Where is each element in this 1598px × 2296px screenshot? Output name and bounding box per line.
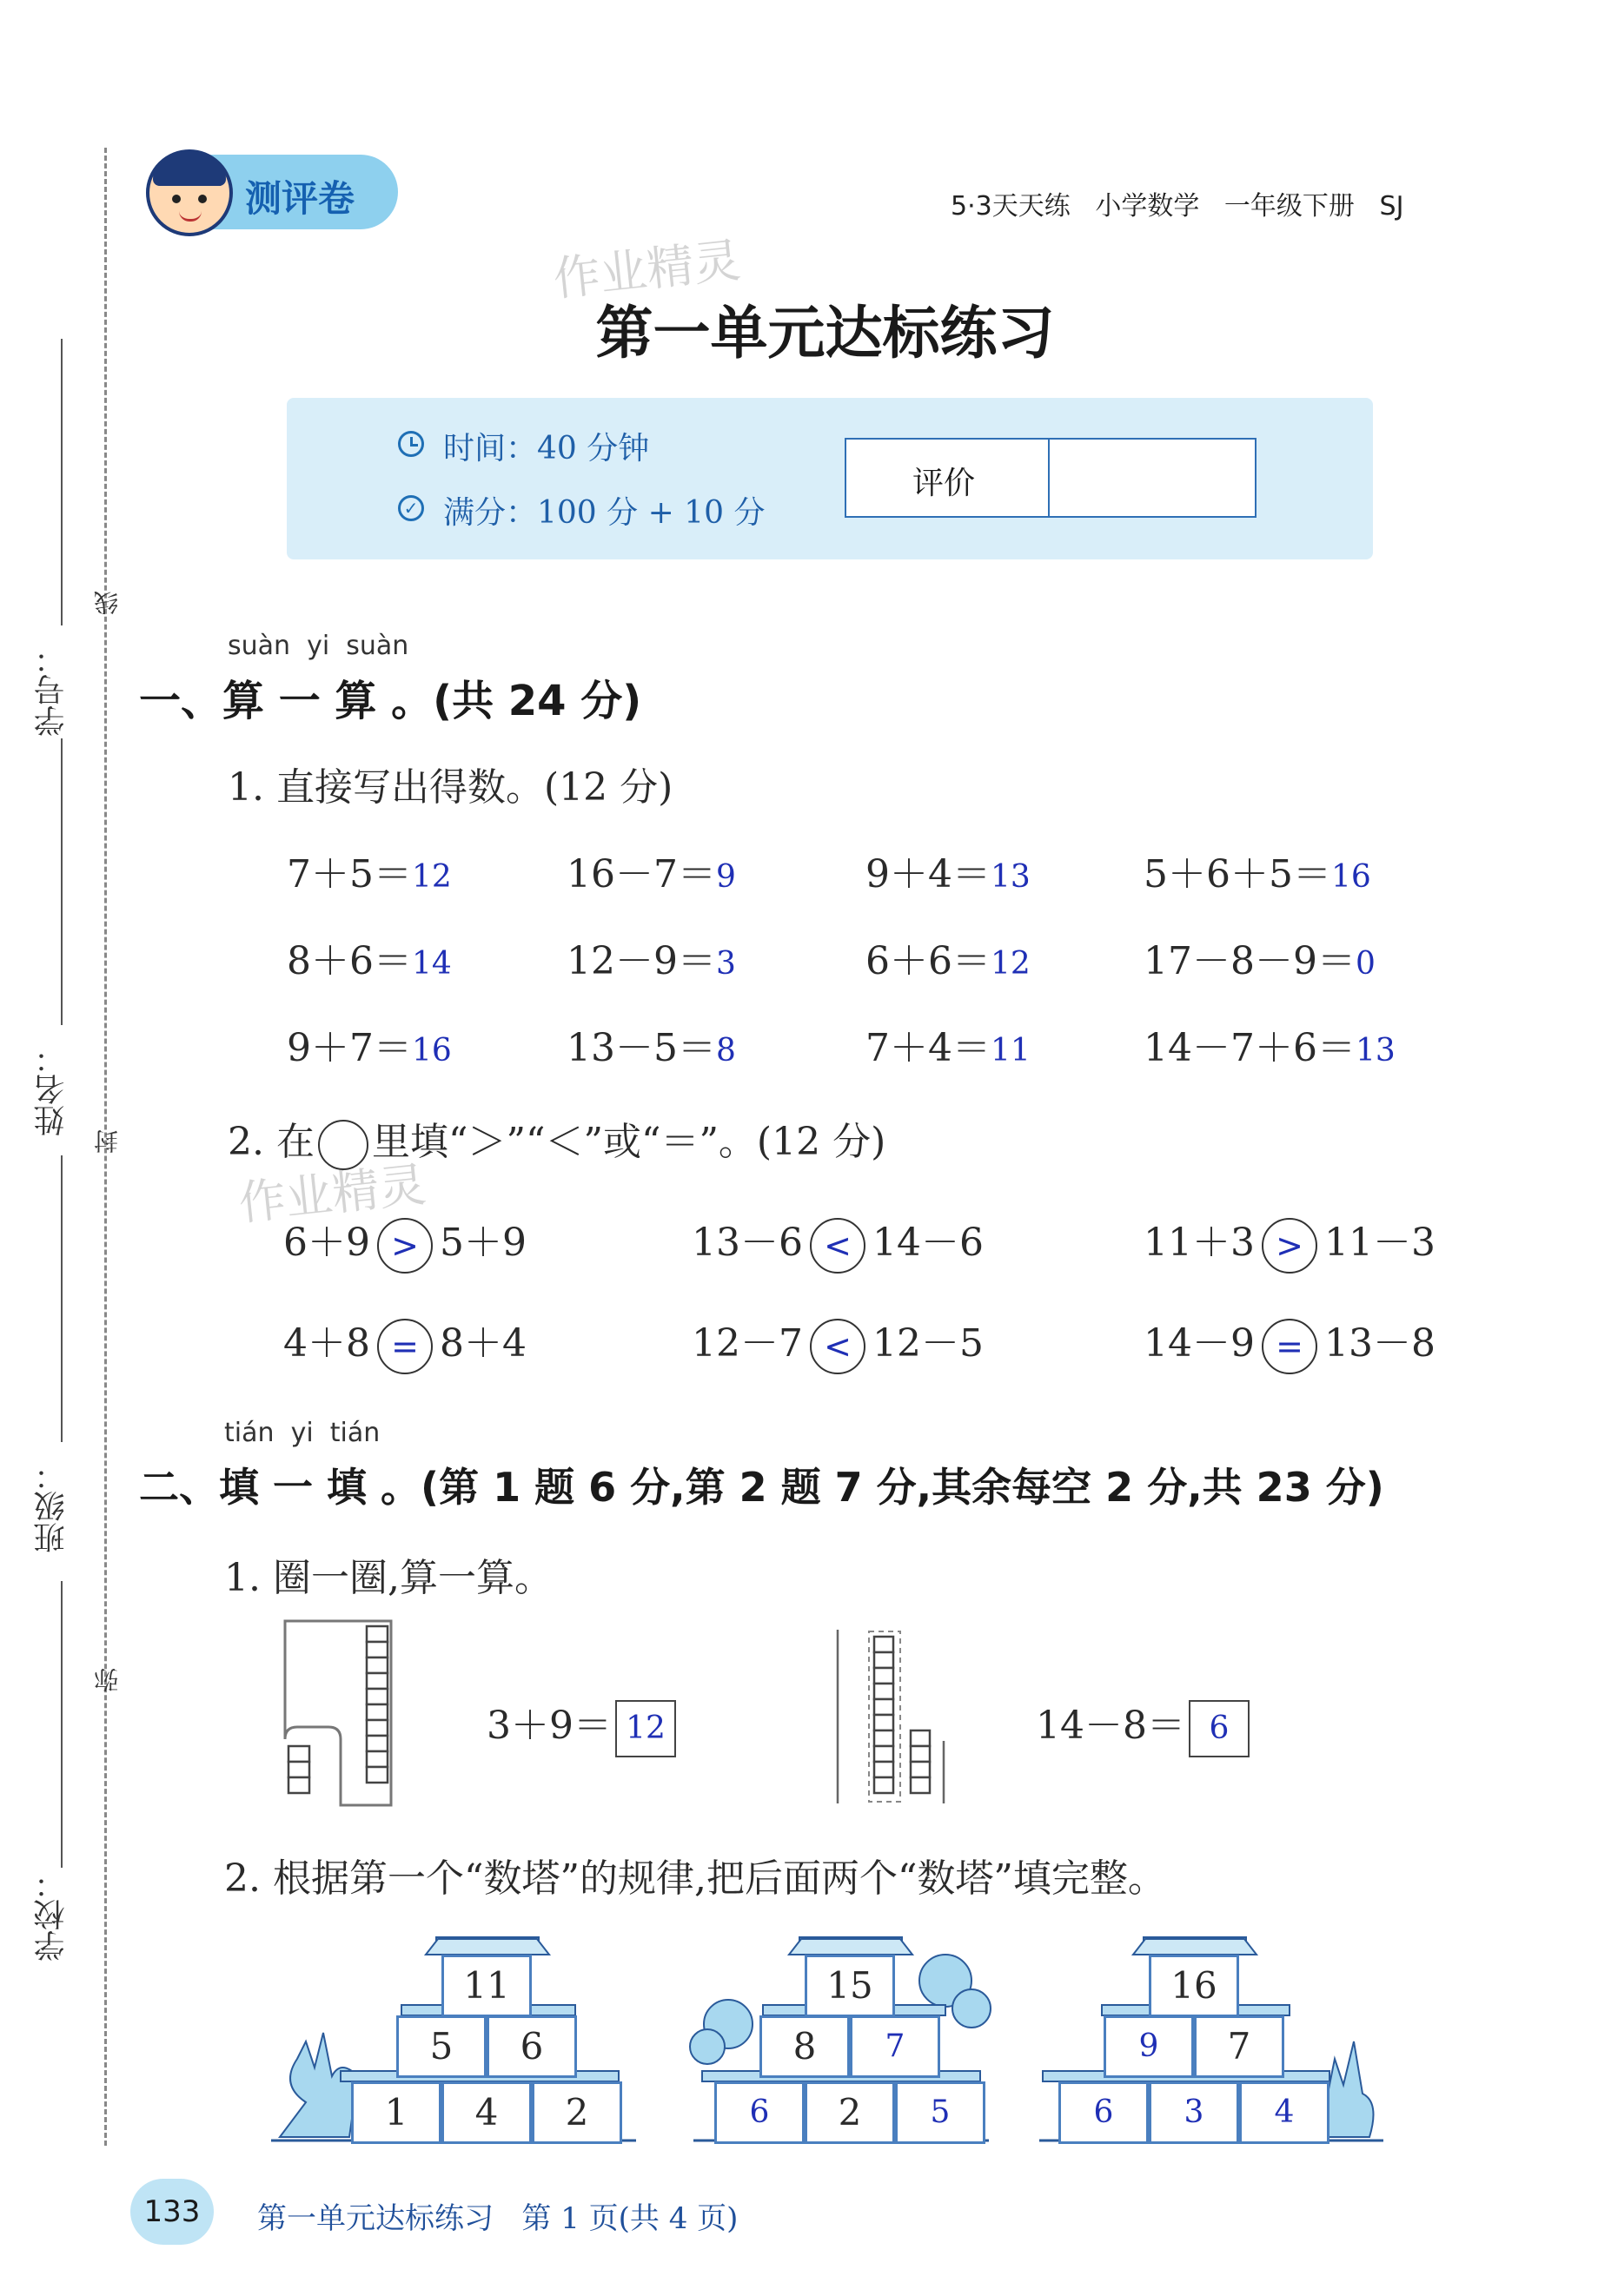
page-title: 第一单元达标练习 (595, 299, 1055, 367)
clock-icon (398, 431, 424, 457)
calc-expr: 13－5＝ (567, 1026, 716, 1070)
badge-text: 测评卷 (245, 177, 355, 220)
compare-right: 12－5 (872, 1321, 984, 1366)
section2-q2-heading: 2. 根据第一个“数塔”的规律,把后面两个“数塔”填完整。 (224, 1856, 1166, 1901)
tower-mid-cell: 6 (487, 2015, 577, 2078)
compare-circle[interactable]: = (1262, 1319, 1317, 1374)
tower-top-cell: 16 (1149, 1955, 1239, 2017)
compare-right: 13－8 (1323, 1321, 1436, 1366)
calc-answer[interactable]: 16 (1330, 859, 1371, 895)
section1-heading: 一、算 一 算 。(共 24 分) (139, 677, 642, 725)
calc-answer[interactable]: 14 (412, 946, 452, 982)
calc-expr: 7＋5＝ (287, 852, 412, 897)
series-title: 5·3天天练 小学数学 一年级下册 SJ (951, 191, 1404, 222)
calc-expr: 5＋6＋5＝ (1144, 852, 1331, 897)
calc-expr: 12－9＝ (567, 939, 716, 983)
calc-expr: 6＋6＝ (865, 939, 991, 983)
compare-left: 14－9 (1144, 1321, 1255, 1366)
compare-right: 11－3 (1323, 1221, 1436, 1265)
compare-left: 13－6 (692, 1221, 803, 1265)
q2-heading-pre: 2. 在 (228, 1120, 315, 1164)
tower-bottom-cell: 4 (441, 2081, 532, 2144)
empty-circle-icon (318, 1120, 368, 1170)
answer-box[interactable]: 12 (615, 1700, 676, 1757)
tower-mid-cell: 5 (396, 2015, 487, 2078)
tower-bottom-cell: 2 (805, 2081, 895, 2144)
name-label: 姓名： (34, 1042, 70, 1136)
compare-right: 5＋9 (440, 1221, 527, 1265)
calc-answer[interactable]: 12 (991, 946, 1031, 982)
circle-calc-expr: 3＋9＝ (487, 1704, 612, 1748)
q2-heading-post: 里填“＞”“＜”或“＝”。(12 分) (371, 1120, 886, 1164)
school-blank[interactable] (61, 1581, 63, 1868)
tower-top-cell: 15 (805, 1955, 895, 2017)
time-label: 时间：40 分钟 (443, 431, 650, 466)
cube-stack-figure (831, 1630, 952, 1809)
compare-circle[interactable]: < (810, 1319, 865, 1374)
calc-expr: 9＋7＝ (287, 1026, 412, 1070)
tower-mid-answer[interactable]: 9 (1104, 2015, 1194, 2078)
section2-q1-heading: 1. 圈一圈,算一算。 (224, 1556, 553, 1600)
sidebar-seal-mark: 封 (93, 1129, 122, 1154)
compare-left: 4＋8 (283, 1321, 370, 1366)
calc-answer[interactable]: 8 (715, 1033, 736, 1069)
compare-circle[interactable]: > (1262, 1218, 1317, 1274)
compare-circle[interactable]: = (377, 1319, 433, 1374)
section2-pinyin: tián yi tián (224, 1418, 381, 1448)
compare-right: 14－6 (872, 1221, 984, 1265)
sidebar-fold-mark: 弥 (93, 1668, 122, 1692)
calc-expr: 16－7＝ (567, 852, 716, 897)
watermark: 作业精灵 (235, 1156, 429, 1232)
compare-circle[interactable]: > (377, 1218, 433, 1274)
calc-expr: 8＋6＝ (287, 939, 412, 983)
evaluation-input[interactable] (1051, 441, 1253, 514)
calc-answer[interactable]: 11 (991, 1033, 1031, 1069)
check-icon: ✓ (398, 495, 424, 521)
compare-left: 12－7 (692, 1321, 803, 1366)
calc-answer[interactable]: 0 (1355, 946, 1376, 982)
section1-q2-heading (228, 1110, 885, 1170)
compare-circle[interactable]: < (810, 1218, 865, 1274)
tower-mid-cell: 8 (759, 2015, 850, 2078)
class-blank[interactable] (61, 1155, 63, 1442)
compare-left: 6＋9 (283, 1221, 370, 1265)
section1-q1-heading: 1. 直接写出得数。(12 分) (228, 765, 673, 810)
compare-left: 11＋3 (1144, 1221, 1255, 1265)
tower-mid-cell: 7 (1194, 2015, 1284, 2078)
footer-text: 第一单元达标练习 第 1 页(共 4 页) (257, 2201, 739, 2236)
circle-calc-expr: 14－8＝ (1036, 1704, 1185, 1748)
calc-expr: 17－8－9＝ (1144, 939, 1356, 983)
student-no-blank[interactable] (61, 339, 63, 625)
calc-answer[interactable]: 12 (412, 859, 452, 895)
calc-answer[interactable]: 13 (1355, 1033, 1396, 1069)
calc-answer[interactable]: 16 (412, 1033, 452, 1069)
tower-bottom-answer[interactable]: 6 (1058, 2081, 1149, 2144)
score-label: 满分：100 分 + 10 分 (443, 495, 766, 531)
circle-calc-2 (1036, 1694, 1250, 1757)
calc-answer[interactable]: 3 (715, 946, 736, 982)
compare-right: 8＋4 (440, 1321, 527, 1366)
mascot-avatar (146, 149, 233, 236)
watermark: 作业精灵 (550, 232, 744, 308)
page-number: 133 (143, 2194, 201, 2229)
tower-bottom-answer[interactable]: 5 (895, 2081, 985, 2144)
tower-top-cell: 11 (441, 1955, 532, 2017)
tower-bottom-answer[interactable]: 4 (1239, 2081, 1329, 2144)
calc-expr: 7＋4＝ (865, 1026, 991, 1070)
number-tower (676, 1929, 1006, 2144)
student-no-label: 学号： (34, 643, 70, 737)
tower-bottom-cell: 2 (532, 2081, 622, 2144)
school-label: 学校： (34, 1868, 70, 1962)
calc-expr: 9＋4＝ (865, 852, 991, 897)
tower-bottom-answer[interactable]: 3 (1149, 2081, 1239, 2144)
number-tower (1039, 1929, 1387, 2144)
tower-bottom-cell: 1 (351, 2081, 441, 2144)
number-tower (271, 1929, 636, 2144)
name-blank[interactable] (61, 738, 63, 1025)
section2-heading: 二、填 一 填 。(第 1 题 6 分,第 2 题 7 分,其余每空 2 分,共 23 分) (139, 1464, 1384, 1511)
answer-box[interactable]: 6 (1189, 1700, 1250, 1757)
sidebar-line-mark: 线 (93, 591, 122, 615)
class-label: 班级： (34, 1459, 70, 1553)
tower-mid-answer[interactable]: 7 (850, 2015, 940, 2078)
calc-answer[interactable]: 13 (991, 859, 1031, 895)
section1-pinyin: suàn yi suàn (228, 631, 409, 661)
evaluation-label: 评价 (912, 466, 976, 501)
circle-calc-1 (487, 1694, 676, 1757)
tower-bottom-answer[interactable]: 6 (714, 2081, 805, 2144)
calc-expr: 14－7＋6＝ (1144, 1026, 1356, 1070)
cube-stack-figure (278, 1618, 426, 1814)
calc-answer[interactable]: 9 (715, 859, 736, 895)
